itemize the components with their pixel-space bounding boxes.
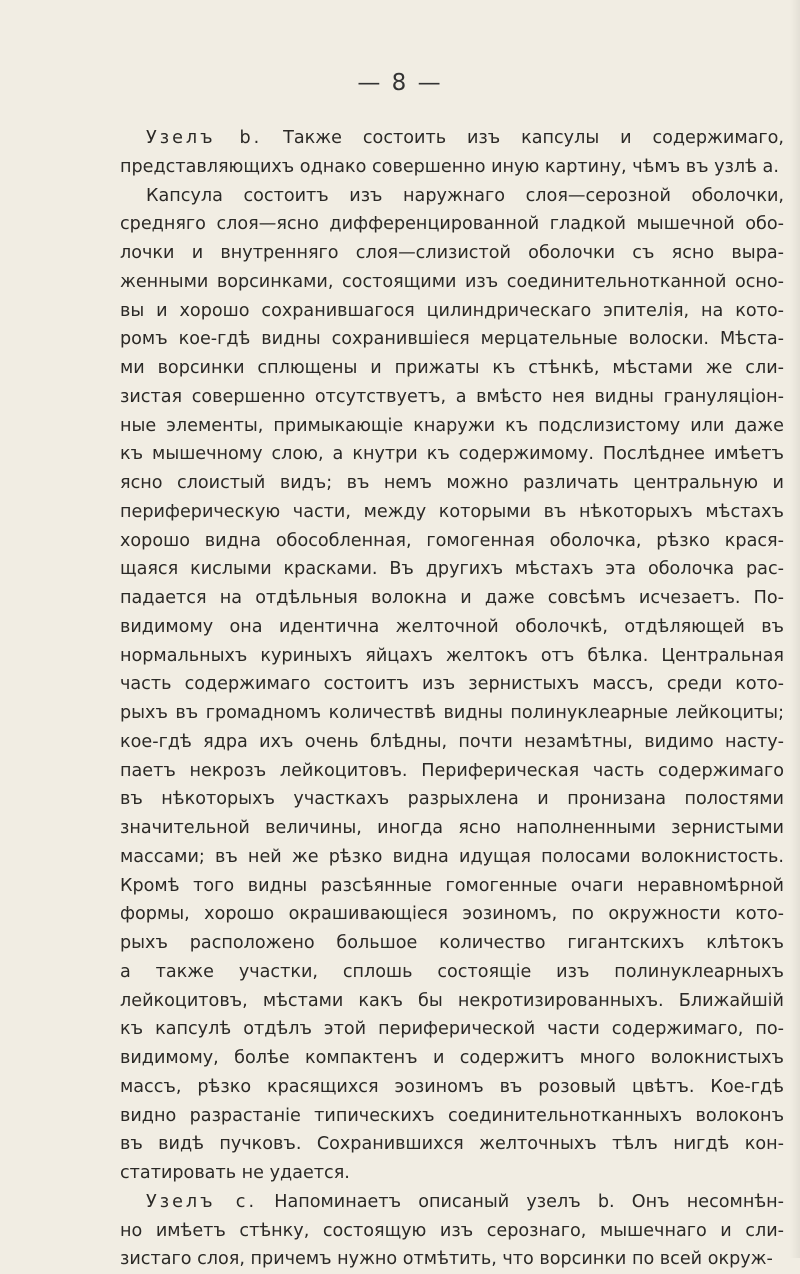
- text-line: [120, 555, 784, 584]
- page-number: — 8 —: [357, 70, 443, 96]
- line-text: Напоминаетъ описаный узелъ b. Онъ несомнѣн-: [257, 1191, 784, 1212]
- text-line: [120, 1044, 784, 1073]
- text-line: [120, 498, 784, 527]
- line-text: значительной величины, иногда ясно наполненными зернистыми: [120, 818, 784, 838]
- text-line: [120, 412, 784, 441]
- line-text: паетъ некрозъ лейкоцитовъ. Периферическая часть содержимаго: [120, 760, 784, 781]
- text-line: [120, 785, 784, 814]
- page-edge-shadow: [790, 0, 800, 1258]
- text-line: [120, 1015, 784, 1044]
- text-line: [120, 872, 784, 901]
- line-text: лочки и внутренняго слоя—слизистой оболочки съ ясно выра-: [120, 243, 784, 263]
- body-text: [120, 124, 784, 1274]
- text-line: [120, 642, 784, 671]
- text-line: [120, 1130, 784, 1159]
- text-line: [120, 210, 784, 239]
- line-text: Капсула состоитъ изъ наружнаго слоя—серозной оболочки,: [146, 185, 784, 206]
- paragraph: [120, 182, 784, 1188]
- line-text: ми ворсинки сплющены и прижаты къ стѣнкѣ, мѣстами же сли-: [120, 358, 784, 378]
- line-text: рыхъ расположено большое количество гигантскихъ клѣтокъ: [120, 933, 784, 953]
- line-text: ромъ кое-гдѣ видны сохранившіеся мерцательные волоски. Мѣста-: [120, 329, 784, 350]
- line-text: представляющихъ однако совершенно иную картину, чѣмъ въ узлѣ a.: [120, 156, 779, 177]
- line-text: массъ, рѣзко красящихся эозиномъ въ розовый цвѣтъ. Кое-гдѣ: [120, 1076, 784, 1097]
- line-text: ясно слоистый видъ; въ немъ можно различать центральную и: [120, 473, 784, 493]
- line-text: зистаго слоя, причемъ нужно отмѣтить, что ворсинки по всей окруж-: [120, 1249, 773, 1270]
- line-text: въ видѣ пучковъ. Сохранившихся желточныхъ тѣлъ нигдѣ кон-: [120, 1134, 784, 1155]
- line-text: зистая совершенно отсутствуетъ, а вмѣсто нея видны грануляціон-: [120, 386, 784, 407]
- line-text: Кромѣ того видны разсѣянные гомогенные очаги неравномѣрной: [120, 875, 784, 896]
- text-line: [120, 354, 784, 383]
- line-text: формы, хорошо окрашивающіеся эозиномъ, по окружности кото-: [120, 904, 784, 925]
- line-text: часть содержимаго состоитъ изъ зернистыхъ массъ, среди кото-: [120, 674, 784, 695]
- section-lead: Узелъ c.: [146, 1191, 258, 1212]
- line-text: но имѣетъ стѣнку, состоящую изъ серознаго, мышечнаго и сли-: [120, 1220, 784, 1241]
- paragraph: [120, 1188, 784, 1274]
- line-text: въ нѣкоторыхъ участкахъ разрыхлена и пронизана полостями: [120, 789, 784, 810]
- line-text: щаяся кислыми красками. Въ другихъ мѣстахъ эта оболочка рас-: [120, 559, 784, 580]
- text-line: [120, 757, 784, 786]
- text-line: [120, 268, 784, 297]
- text-line: [120, 987, 784, 1016]
- line-text: средняго слоя—ясно дифференцированной гладкой мышечной обо-: [120, 214, 784, 235]
- text-line: [120, 1188, 784, 1217]
- text-line: [120, 814, 784, 843]
- section-lead: Узелъ b.: [146, 128, 263, 148]
- text-line: [120, 440, 784, 469]
- text-line: [120, 1102, 784, 1131]
- text-line: [120, 239, 784, 268]
- line-text: массами; въ ней же рѣзко видна идущая полосами волокнистость.: [120, 846, 784, 867]
- line-text: хорошо видна обособленная, гомогенная оболочка, рѣзко крася-: [120, 530, 784, 551]
- line-text: видимому она идентична желточной оболочкѣ, отдѣляющей въ: [120, 616, 784, 637]
- text-line: [120, 613, 784, 642]
- line-text: рыхъ въ громадномъ количествѣ видны полинуклеарные лейкоциты;: [120, 703, 784, 723]
- text-line: [120, 1245, 784, 1274]
- line-text: видно разрастаніе типическихъ соединительнотканныхъ волоконъ: [120, 1105, 784, 1126]
- text-line: [120, 124, 784, 153]
- line-text: Также состоить изъ капсулы и содержимаго,: [262, 128, 784, 148]
- line-text: женными ворсинками, состоящими изъ соединительнотканной осно-: [120, 271, 784, 292]
- line-text: нормальныхъ куриныхъ яйцахъ желтокъ отъ бѣлка. Центральная: [120, 645, 784, 666]
- line-text: статировать не удается.: [120, 1163, 350, 1183]
- line-text: лейкоцитовъ, мѣстами какъ бы некротизированныхъ. Ближайшій: [120, 990, 784, 1011]
- line-text: къ капсулѣ отдѣлъ этой периферической части содержимаго, по-: [120, 1019, 784, 1040]
- text-line: [120, 297, 784, 326]
- text-line: [120, 929, 784, 958]
- text-line: [120, 958, 784, 987]
- line-text: падается на отдѣльныя волокна и даже совсѣмъ исчезаетъ. По-: [120, 588, 784, 608]
- text-line: [120, 182, 784, 211]
- text-line: [120, 584, 784, 613]
- text-line: [120, 153, 784, 182]
- line-text: вы и хорошо сохранившагося цилиндрическаго эпителія, на кото-: [120, 300, 784, 321]
- paragraph: [120, 124, 784, 182]
- line-text: а также участки, сплошь состоящіе изъ полинуклеарныхъ: [120, 961, 784, 982]
- text-line: [120, 843, 784, 872]
- text-line: [120, 469, 784, 498]
- text-line: [120, 1159, 784, 1188]
- text-line: [120, 1217, 784, 1246]
- text-line: [120, 699, 784, 728]
- line-text: къ мышечному слою, а кнутри къ содержимому. Послѣднее имѣетъ: [120, 444, 784, 465]
- text-line: [120, 670, 784, 699]
- line-text: ные элементы, примыкающіе кнаружи къ подслизистому или даже: [120, 415, 784, 436]
- text-line: [120, 728, 784, 757]
- line-text: кое-гдѣ ядра ихъ очень блѣдны, почти незамѣтны, видимо насту-: [120, 731, 784, 752]
- text-line: [120, 383, 784, 412]
- text-line: [120, 1073, 784, 1102]
- line-text: периферическую части, между которыми въ нѣкоторыхъ мѣстахъ: [120, 501, 784, 522]
- line-text: видимому, болѣе компактенъ и содержитъ много волокнистыхъ: [120, 1048, 784, 1068]
- text-line: [120, 527, 784, 556]
- text-line: [120, 900, 784, 929]
- text-line: [120, 325, 784, 354]
